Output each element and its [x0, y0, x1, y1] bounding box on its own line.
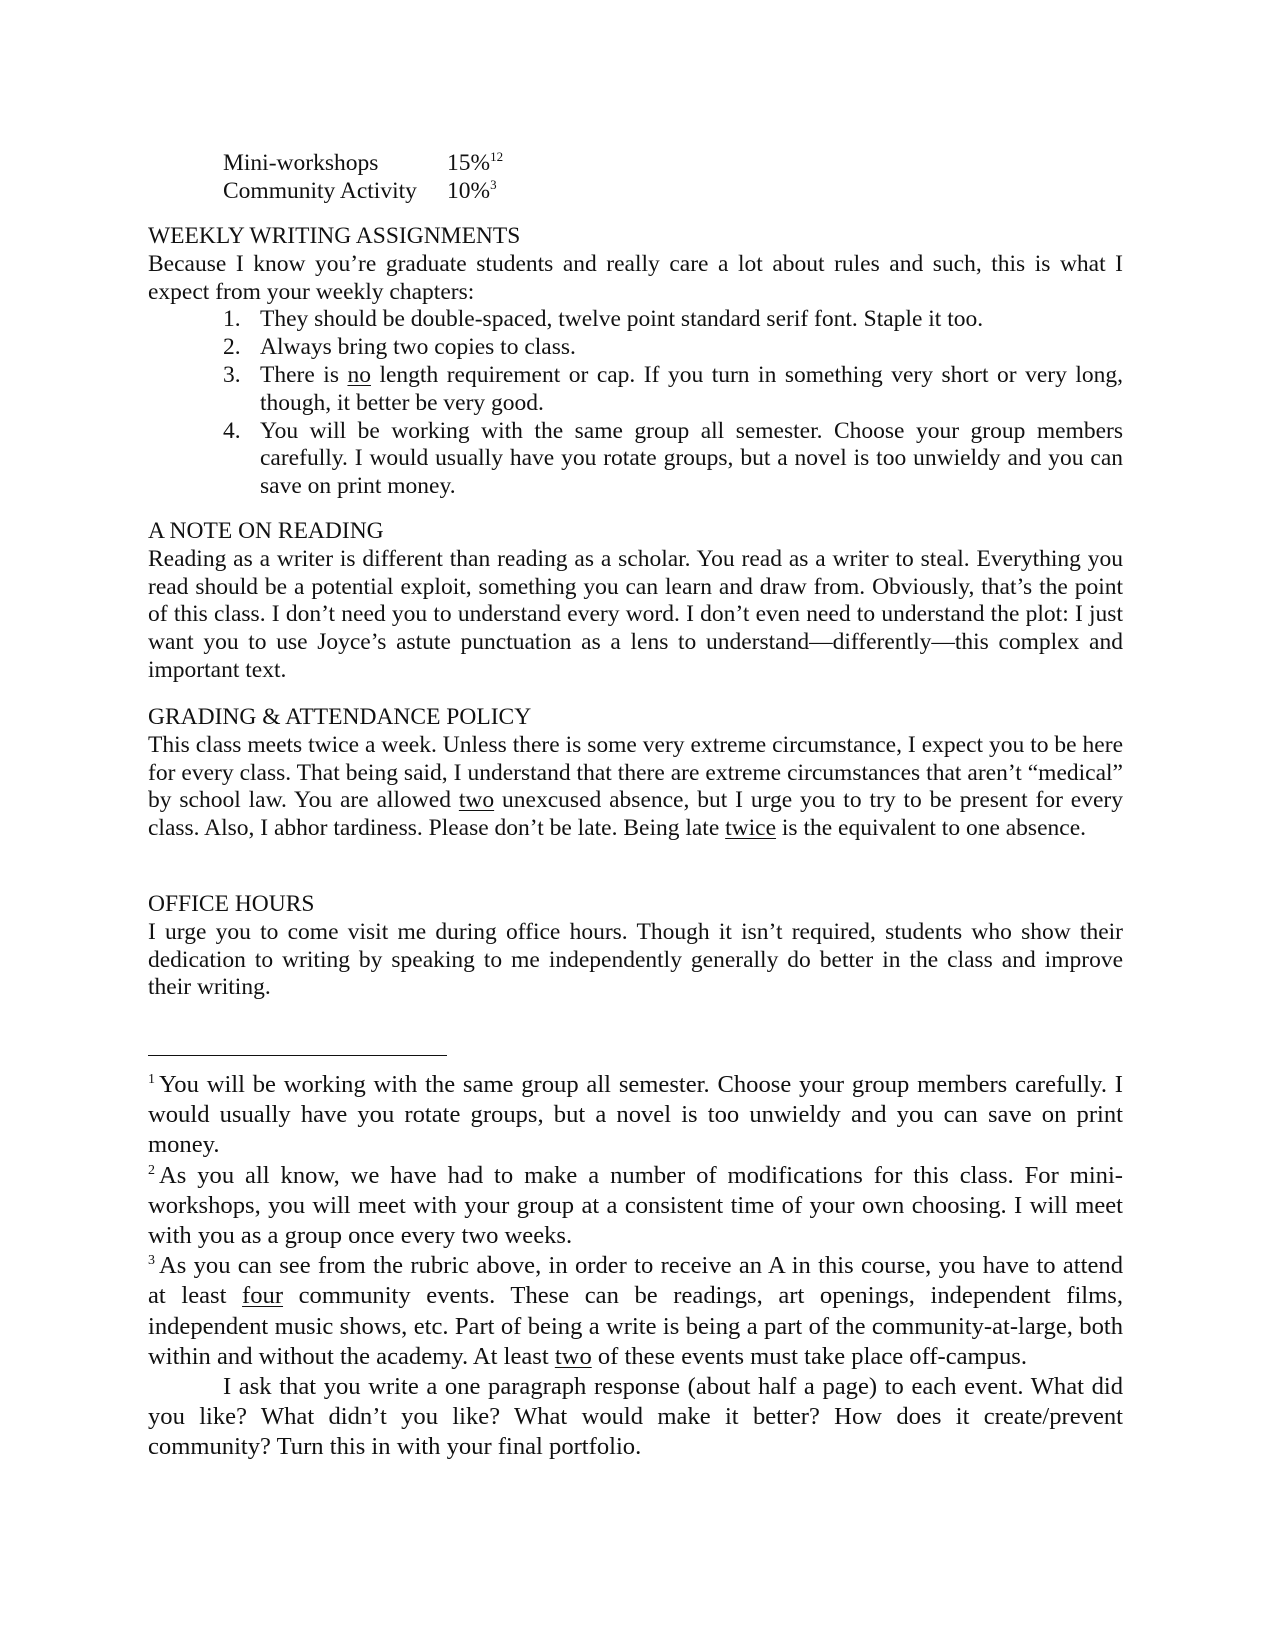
footnote-divider [148, 1055, 447, 1056]
office-hours-section [148, 891, 1123, 1002]
attendance-section [148, 704, 1123, 843]
grading-item-value: 15%$^{12}$ [447, 149, 504, 176]
list-item: 2. Always bring two copies to class. [223, 334, 576, 361]
section-heading: OFFICE HOURS [148, 891, 315, 917]
section-heading: A NOTE ON READING [148, 518, 384, 544]
footnote: $^1$ You will be working with the same group all semester. Choose your group members carefully. I would usually have you rotate groups, but a novel is too unwieldy and you can save on print money. [148, 1071, 1123, 1159]
grading-item-value: 10%$^3$ [447, 176, 497, 204]
weekly-assignments-section [148, 223, 1123, 501]
section-body: This class meets twice a week. Unless there is some very extreme circumstance, I expect you to be here for every class. That being said, I understand that there are extreme circumstances that aren’t “medical” by school law. You are allowed two unexcused absence, but I urge you to try to be present for every class. Also, I abhor tardiness. Please don’t be late. Being late twice is the equivalent to one absence. [148, 731, 1123, 842]
footnote-paragraph: I ask that you write a one paragraph response (about half a page) to each event. What did you like? What didn’t you like? What would make it better? How does it create/prevent community? Turn this in with your final portfolio. [148, 1373, 1123, 1461]
section-body: I urge you to come visit me during office hours. Though it isn’t required, students who show their dedication to writing by speaking to me independently generally do better in the class and improve their writing. [148, 918, 1123, 1001]
list-item: 1. They should be double-spaced, twelve point standard serif font. Staple it too. [223, 306, 984, 333]
footnote-ref: 3 [490, 176, 497, 192]
list-item: 4. You will be working with the same group all semester. Choose your group members carefully. I would usually have you rotate groups, but a novel is too unwieldy and you can save on print money. [223, 417, 1123, 500]
footnote: $^2$ As you all know, we have had to make a number of modifications for this class. For mini-workshops, you will meet with your group at a consistent time of your own choosing. I will meet with you as a group once every two weeks. [148, 1161, 1123, 1250]
reading-section [148, 518, 1123, 685]
assignment-rules-list [148, 306, 1123, 501]
list-item: 3. There is no length requirement or cap. If you turn in something very short or very long, though, it better be very good. [223, 361, 1123, 416]
footnotes [148, 1070, 1123, 1463]
section-heading: GRADING & ATTENDANCE POLICY [148, 704, 532, 730]
grading-row [223, 178, 503, 206]
grading-item-name: Mini-workshops [223, 150, 379, 176]
grading-row [223, 150, 503, 178]
grading-item-name: Community Activity [223, 177, 417, 204]
grading-breakdown-table [223, 150, 503, 206]
footnote: $^3$ As you can see from the rubric above, in order to receive an A in this course, you have to attend at least four community events. These can be readings, art openings, independent films, independent music shows, etc. Part of being a write is being a part of the community-at-large, both within and without the academy. At least two of these events must take place off-campus. [148, 1252, 1123, 1370]
section-body: Reading as a writer is different than reading as a scholar. You read as a writer to steal. Everything you read should be a potential exploit, something you can learn and draw from. Obviously, that’s the point of this class. I don’t need you to understand every word. I don’t even need to understand the plot: I just want you to use Joyce’s astute punctuation as a lens to understand—differently—this complex and important text. [148, 545, 1123, 683]
section-heading: WEEKLY WRITING ASSIGNMENTS [148, 223, 521, 249]
section-intro: Because I know you’re graduate students and really care a lot about rules and such, this is what I expect from your weekly chapters: [148, 250, 1123, 305]
footnote-ref: 12 [490, 149, 504, 164]
